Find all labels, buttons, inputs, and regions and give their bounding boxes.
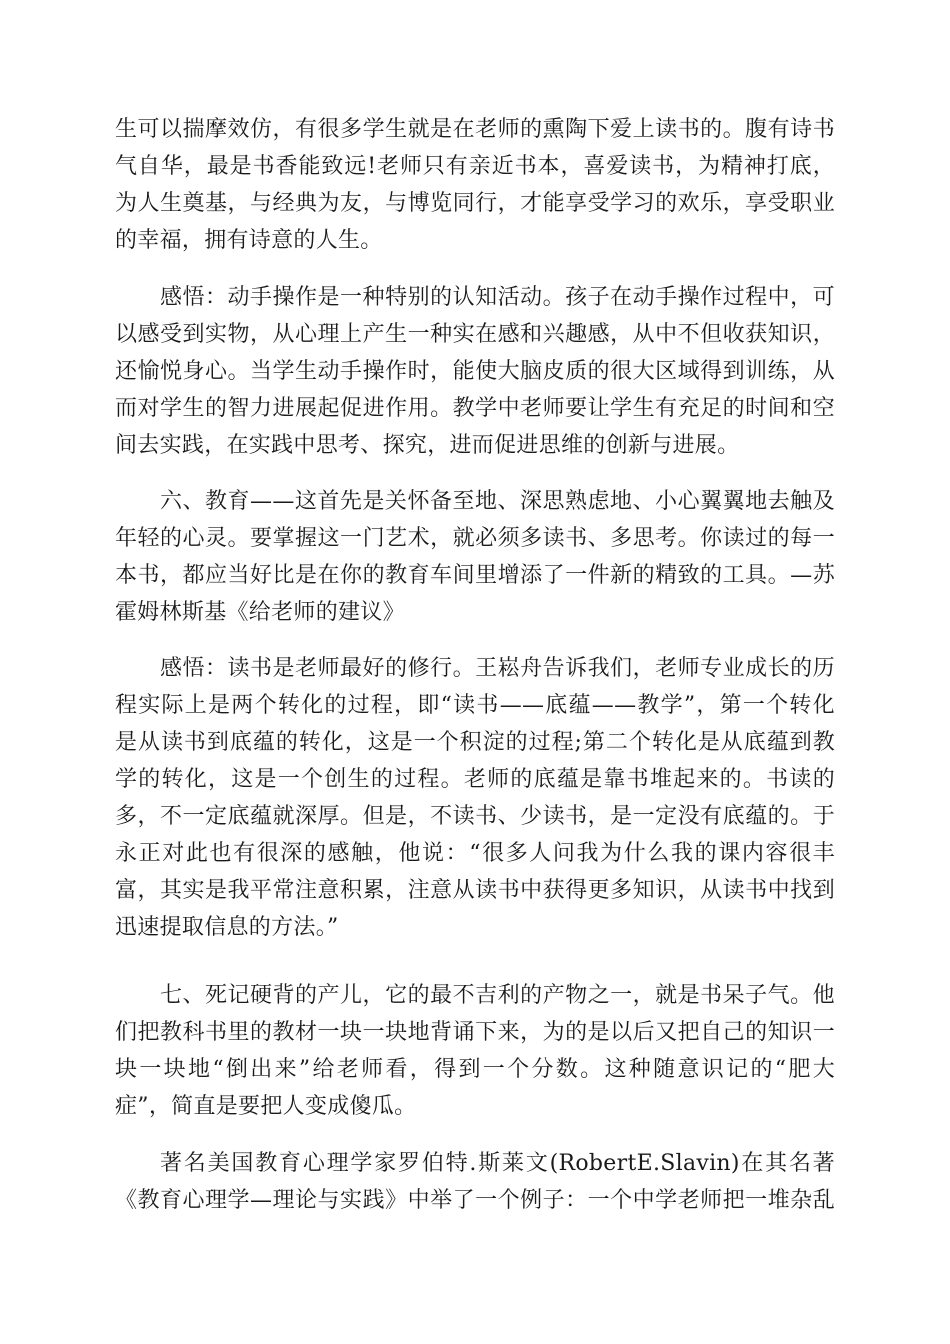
text-line: 还愉悦身心。当学生动手操作时，能使大脑皮质的很大区域得到训练，从 bbox=[115, 359, 835, 384]
text-line: 以感受到实物，从心理上产生一种实在感和兴趣感，从中不但收获知识， bbox=[115, 322, 835, 347]
text-line: 六、教育——这首先是关怀备至地、深思熟虑地、小心翼翼地去触及 bbox=[160, 489, 835, 514]
text-line: 霍姆林斯基《给老师的建议》 bbox=[115, 600, 405, 625]
text-line: 多，不一定底蕴就深厚。但是，不读书、少读书，是一定没有底蕴的。于 bbox=[115, 804, 835, 829]
paragraph-reading-insight bbox=[115, 650, 835, 946]
text-line: 学的转化，这是一个创生的过程。老师的底蕴是靠书堆起来的。书读的 bbox=[115, 767, 835, 792]
text-line: 迅速提取信息的方法。” bbox=[115, 915, 339, 940]
text-line: 是从读书到底蕴的转化，这是一个积淀的过程;第二个转化是从底蕴到教 bbox=[115, 730, 835, 755]
paragraph-section-six bbox=[115, 483, 835, 631]
text-line: 程实际上是两个转化的过程，即“读书——底蕴——教学”，第一个转化 bbox=[115, 693, 835, 718]
text-line: 们把教科书里的教材一块一块地背诵下来，为的是以后又把自己的知识一 bbox=[115, 1020, 835, 1045]
text-line: 七、死记硬背的产儿，它的最不吉利的产物之一，就是书呆子气。他 bbox=[160, 983, 835, 1008]
text-line: 本书，都应当好比是在你的教育车间里增添了一件新的精致的工具。—苏 bbox=[115, 563, 835, 588]
text-line: 感悟：读书是老师最好的修行。王崧舟告诉我们，老师专业成长的历 bbox=[160, 656, 835, 681]
text-line: 症”，简直是要把人变成傻瓜。 bbox=[115, 1094, 417, 1119]
text-line: 的幸福，拥有诗意的人生。 bbox=[115, 228, 383, 253]
text-line: 年轻的心灵。要掌握这一门艺术，就必须多读书、多思考。你读过的每一 bbox=[115, 526, 835, 551]
paragraph-slavin-example bbox=[115, 1145, 835, 1219]
text-line: 永正对此也有很深的感触，他说：“很多人问我为什么我的课内容很丰 bbox=[115, 841, 835, 866]
paragraph-section-seven bbox=[115, 977, 835, 1125]
text-line: 气自华，最是书香能致远!老师只有亲近书本，喜爱读书，为精神打底， bbox=[115, 154, 835, 179]
text-line: 著名美国教育心理学家罗伯特.斯莱文(RobertE.Slavin)在其名著 bbox=[160, 1151, 835, 1176]
text-line: 间去实践，在实践中思考、探究，进而促进思维的创新与进展。 bbox=[115, 433, 740, 458]
text-line: 《教育心理学—理论与实践》中举了一个例子：一个中学老师把一堆杂乱 bbox=[115, 1188, 835, 1213]
paragraph-hands-on-insight bbox=[115, 279, 835, 464]
text-line: 生可以揣摩效仿，有很多学生就是在老师的熏陶下爱上读书的。腹有诗书 bbox=[115, 117, 835, 142]
paragraph-reading-teachers bbox=[115, 111, 835, 259]
text-line: 块一块地“倒出来”给老师看，得到一个分数。这种随意识记的“肥大 bbox=[115, 1057, 835, 1082]
text-line: 富，其实是我平常注意积累，注意从读书中获得更多知识，从读书中找到 bbox=[115, 878, 835, 903]
text-line: 为人生奠基，与经典为友，与博览同行，才能享受学习的欢乐，享受职业 bbox=[115, 191, 835, 216]
text-line: 感悟：动手操作是一种特别的认知活动。孩子在动手操作过程中，可 bbox=[160, 285, 835, 310]
text-line: 而对学生的智力进展起促进作用。教学中老师要让学生有充足的时间和空 bbox=[115, 396, 835, 421]
